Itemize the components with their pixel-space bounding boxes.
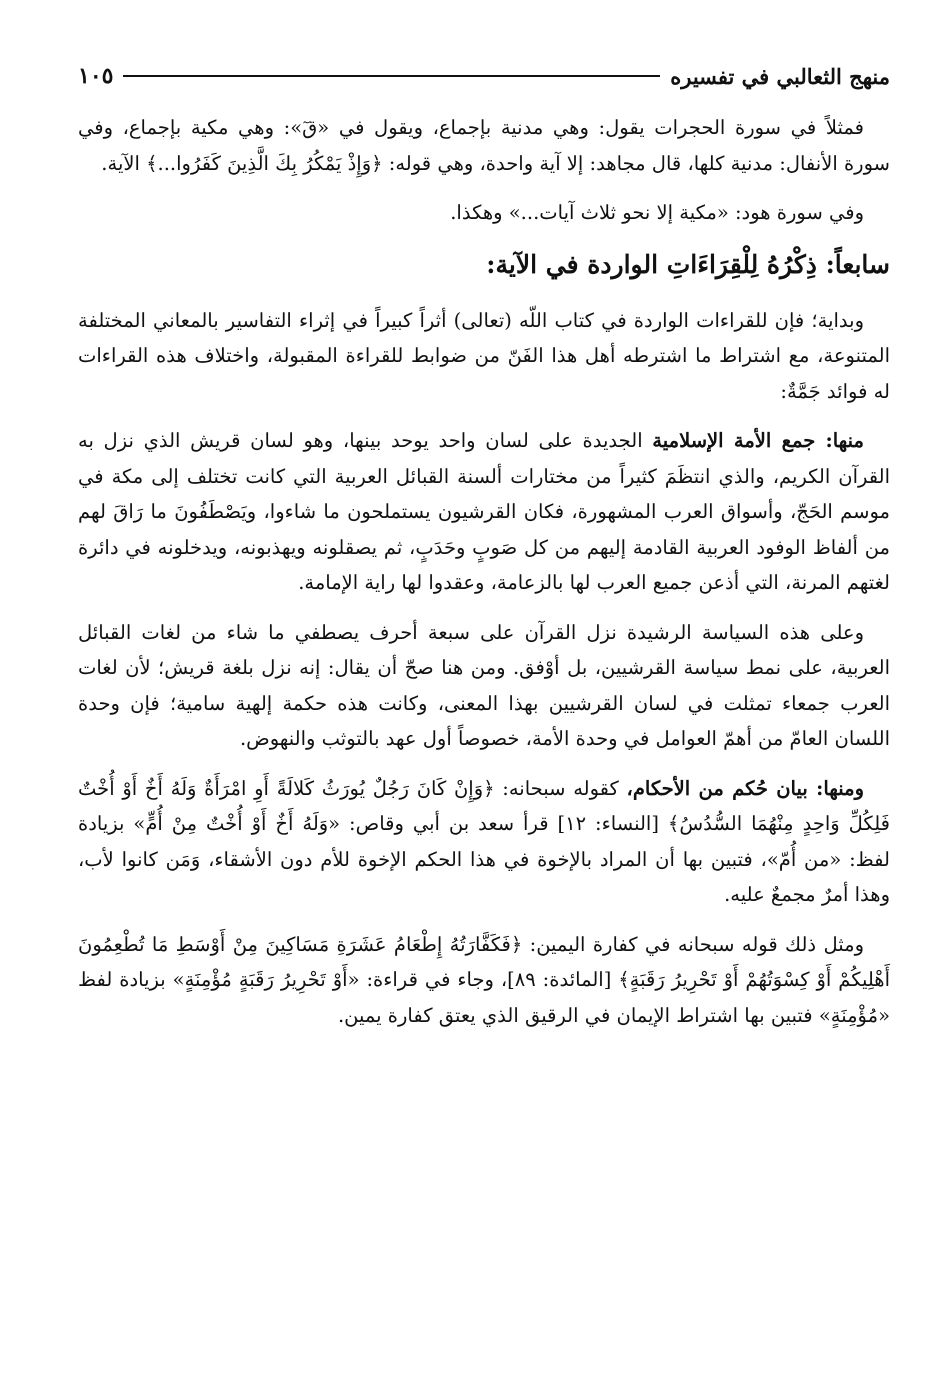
paragraph-seven-ahruf: وعلى هذه السياسة الرشيدة نزل القرآن على سبعة أحرف يصطفي ما شاء من لغات القبائل العربية، على نمط سياسة القرشيين، بل أوْفق. ومن هنا صحّ أن يقال: إنه نزل بلغة قريش؛ لأن لغات العرب جمعاء تمثلت في لسان القرشيين بهذا المعنى، وكانت هذه حكمة إلهية سامية؛ فإن وحدة اللسان العامّ من أهمّ العوامل في وحدة الأمة، خصوصاً أول عهد بالتوثب والنهوض. (78, 620, 890, 750)
book-page (78, 58, 890, 1047)
page-header (78, 58, 890, 94)
section-heading: سابعاً: ذِكْرُهُ لِلْقِرَاءَاتِ الواردة في الآية: (486, 249, 890, 279)
bold-lead-ruling: ومنها: بيان حُكم من الأحكام، (626, 776, 864, 800)
running-title: منهج الثعالبي في تفسيره (670, 63, 890, 89)
paragraph-unity-body: الجديدة على لسان واحد يوحد بينها، وهو لسان قريش الذي نزل به القرآن الكريم، والذي انتظَمَ كثيراً من مختارات ألسنة القبائل العربية التي كانت تختلف إلى مكة في موسم الحَجّ، وأسواق العرب المشهورة، فكان القرشيون يستملحون ما شاءوا، ويَصْطَفُونَ ما رَاقَ لهم من ألفاظ الوفود العربية القادمة إليهم من كل صَوبٍ وحَدَبٍ، ثم يصقلونه ويهذبونه، ويدخلونه في دائرة لغتهم المرنة، التي أذعن جميع العرب لها بالزعامة، وعقدوا لها راية الإمامة. (78, 429, 890, 594)
header-rule (123, 75, 660, 77)
paragraph-ruling (78, 771, 890, 913)
paragraph-oath-expiation: ومثل ذلك قوله سبحانه في كفارة اليمين: ﴿فَكَفَّارَتُهُ إِطْعَامُ عَشَرَةِ مَسَاكِينَ مِنْ أَوْسَطِ مَا تُطْعِمُونَ أَهْلِيكُمْ أَوْ كِسْوَتُهُمْ أَوْ تَحْرِيرُ رَقَبَةٍ﴾ [المائدة: ٨٩]، وجاء في قراءة: «أَوْ تَحْرِيرُ رَقَبَةٍ مُؤْمِنَةٍ» بزيادة لفظ «مُؤْمِنَةٍ» فتبين بها اشتراط الإيمان في الرقيق الذي يعتق كفارة يمين. (78, 932, 891, 1027)
paragraph-qiraat-intro: وبداية؛ فإن للقراءات الواردة في كتاب اللّه (تعالى) أثراً كبيراً في إثراء التفاسير بالمعاني المختلفة المتنوعة، مع اشتراط ما اشترطه أهل هذا الفَنّ من ضوابط للقراءة المقبولة، واختلاف هذه القراءات له فوائد جَمَّةٌ: (78, 308, 890, 403)
page-number: ١٠٥ (78, 63, 114, 89)
paragraph-ruling-body: كقوله سبحانه: ﴿وَإِنْ كَانَ رَجُلٌ يُورَثُ كَلالَةً أَوِ امْرَأَةٌ وَلَهُ أَخٌ أَوْ أُخْتٌ فَلِكُلِّ وَاحِدٍ مِنْهُمَا السُّدُسُ﴾ [النساء: ١٢] قرأ سعد بن أبي وقاص: «وَلَهُ أَخٌ أَوْ أُخْتٌ مِنْ أُمٍّ» بزيادة لفظ: «من أُمّ»، فتبين بها أن المراد بالإخوة في هذا الحكم الإخوة للأم دون الأشقاء، وَمَن كانوا لأب، وهذا أمرٌ مجمعٌ عليه. (78, 776, 890, 906)
paragraph-unity-of-ummah (78, 423, 890, 601)
paragraph-surah-hud: وفي سورة هود: «مكية إلا نحو ثلاث آيات...» وهكذا. (450, 201, 864, 224)
paragraph-surah-examples: فمثلاً في سورة الحجرات يقول: وهي مدنية بإجماع، ويقول في «قٓ»: وهي مكية بإجماع، وفي سورة الأنفال: مدنية كلها، قال مجاهد: إلا آية واحدة، وهي قوله: ﴿وَإِذْ يَمْكُرُ بِكَ الَّذِينَ كَفَرُوا...﴾ الآية. (78, 116, 890, 175)
bold-lead-unity: منها: جمع الأمة الإسلامية (652, 429, 864, 452)
